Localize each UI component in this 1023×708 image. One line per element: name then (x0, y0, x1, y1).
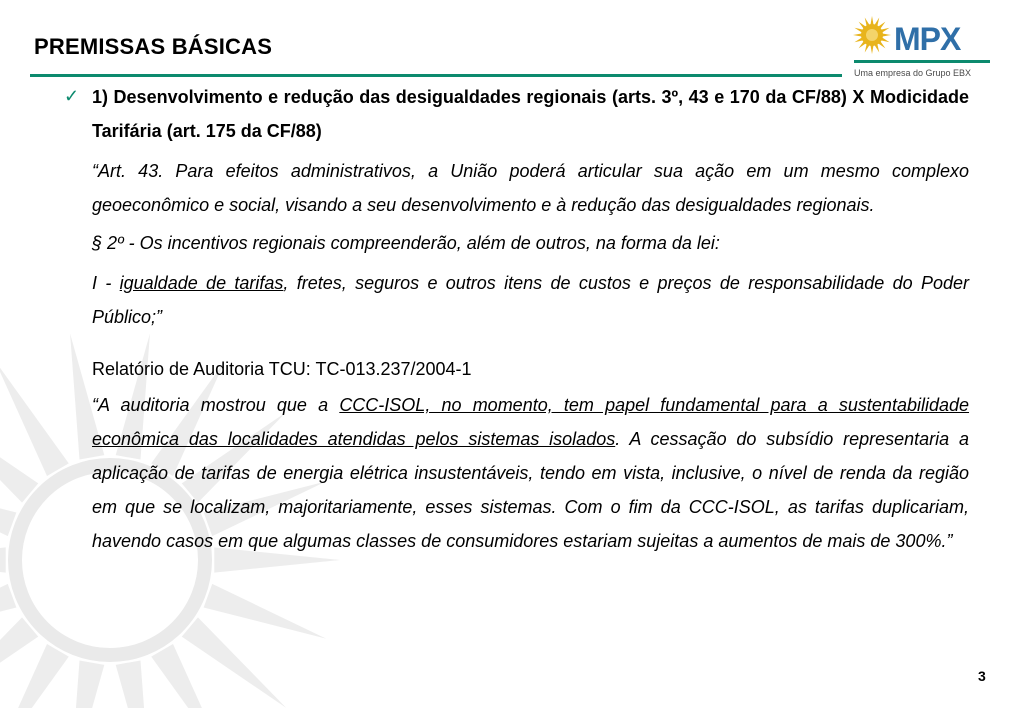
paragraph-2-quote: § 2º - Os incentivos regionais compreenderão, além de outros, na forma da lei: (92, 233, 720, 253)
item-i-prefix: I - (92, 273, 120, 293)
report-title: Relatório de Auditoria TCU: TC-013.237/2004-1 (92, 359, 472, 379)
report-quote-underlined: CCC-ISOL, no momento, tem papel fundamental para a sustentabilidade econômica das localidades atendidas pelos sistemas isolados (92, 395, 970, 449)
page-number: 3 (978, 668, 986, 684)
slide-title: PREMISSAS BÁSICAS (34, 34, 273, 59)
art43-quote: “Art. 43. Para efeitos administrativos, a União poderá articular sua ação em um mesmo complexo geoeconômico e social, visando a seu desenvolvimento e à redução das desigualdades regionais. (92, 161, 969, 215)
report-quote-prefix: “A auditoria mostrou que a (92, 395, 340, 415)
sun-logo-icon (853, 16, 891, 54)
bullet-heading: 1) Desenvolvimento e redução das desigualdades regionais (arts. 3º, 43 e 170 da CF/88) X Modicidade Tarifária (art. 175 da CF/88) (92, 87, 969, 141)
report-quote (92, 388, 969, 558)
slide-body (92, 80, 969, 558)
item-i-rest: , fretes, seguros e outros itens de custos e preços de responsabilidade do Poder Público;” (92, 273, 969, 327)
checkmark-bullet-icon: ✓ (64, 86, 80, 106)
title-divider (30, 74, 842, 77)
item-i-underlined: igualdade de tarifas (119, 273, 284, 293)
logo-wordmark: MPX (894, 21, 961, 57)
logo-tagline: Uma empresa do Grupo EBX (854, 68, 972, 78)
report-quote-rest: . A cessação do subsídio representaria a aplicação de tarifas de energia elétrica insustentáveis, tendo em vista, inclusive, o nível de renda da região em que se localizam, majoritariamente, esses sistemas. Com o fim da CCC-ISOL, as tarifas duplicariam, havendo casos em que algumas classes de consumidores estariam sujeitas a aumentos de mais de 300%.” (92, 429, 969, 551)
item-i-quote (92, 266, 969, 334)
